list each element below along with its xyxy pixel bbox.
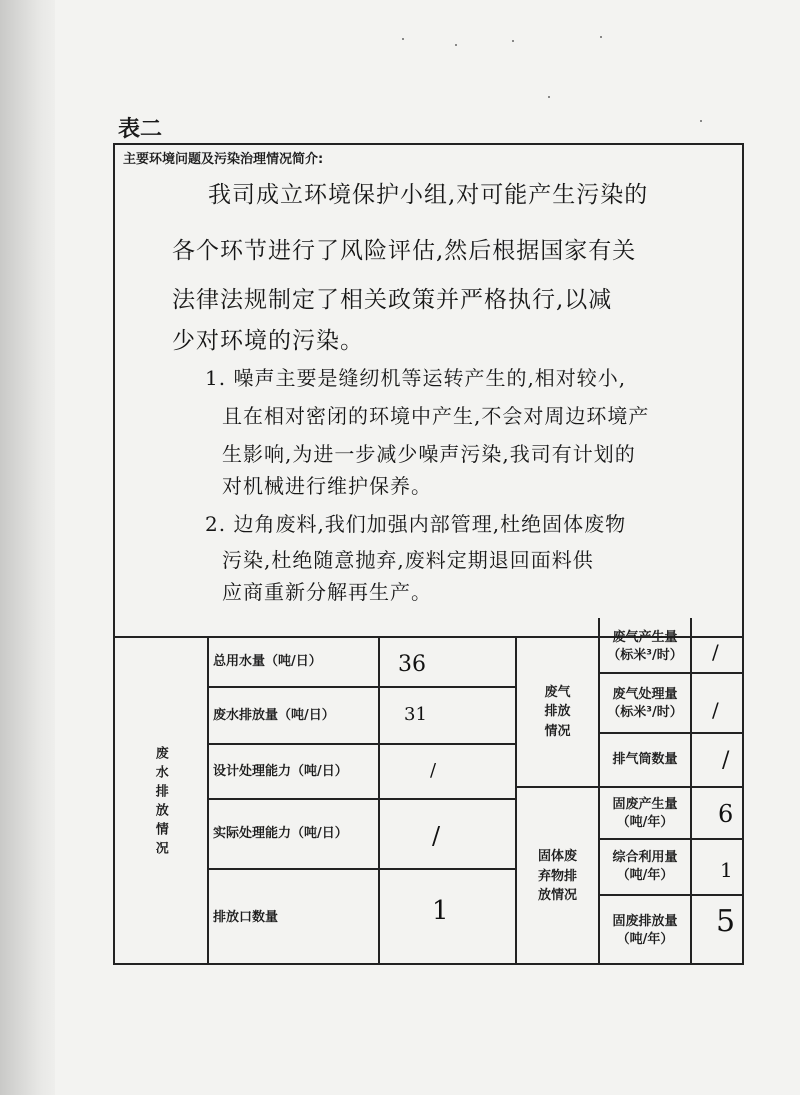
exhaust-treated-label — [602, 676, 688, 732]
design-capacity-label: 设计处理能力（吨/日） — [213, 763, 348, 779]
solid-generated-text: 固废产生量（吨/年） — [612, 797, 678, 830]
exhaust-section-label — [517, 638, 598, 786]
narrative-line: 2. 边角废料,我们加强内部管理,杜绝固体废物 — [205, 512, 627, 536]
solid-reused-label — [602, 840, 688, 894]
stack-count-label: 排气筒数量 — [612, 752, 678, 768]
intro-title: 主要环境问题及污染治理情况简介: — [123, 152, 324, 167]
narrative-line: 对机械进行维护保养。 — [222, 474, 432, 498]
exhaust-treated-text: 废气处理量（标米³/时） — [607, 687, 683, 720]
narrative-line: 各个环节进行了风险评估,然后根据国家有关 — [172, 238, 637, 264]
table-divider — [598, 672, 744, 674]
narrative-line: 污染,杜绝随意抛弃,废料定期退回面料供 — [222, 548, 594, 572]
exhaust-generated-text: 废气产生量（标米³/时） — [607, 630, 683, 663]
solid-discharged-text: 固废排放量（吨/年） — [612, 913, 678, 947]
scan-speck — [512, 40, 514, 42]
narrative-line: 生影响,为进一步减少噪声污染,我司有计划的 — [222, 442, 636, 466]
solid-waste-section-text: 固体废弃物排放情况 — [537, 849, 577, 904]
narrative-line: 法律法规制定了相关政策并严格执行,以减 — [172, 287, 613, 313]
wastewater-discharge-label: 废水排放量（吨/日） — [213, 707, 335, 723]
narrative-line: 应商重新分解再生产。 — [222, 580, 432, 604]
narrative-line: 我司成立环境保护小组,对可能产生污染的 — [208, 182, 649, 208]
stack-count-value: / — [722, 748, 730, 773]
solid-discharged-label — [602, 896, 688, 965]
actual-capacity-label: 实际处理能力（吨/日） — [213, 826, 348, 842]
exhaust-generated-value: / — [712, 640, 719, 664]
solid-waste-section-label — [517, 788, 598, 965]
narrative-line: 且在相对密闭的环境中产生,不会对周边环境产 — [222, 404, 650, 428]
solid-reused-text: 综合利用量（吨/年） — [612, 850, 678, 883]
solid-generated-label — [602, 790, 688, 838]
solid-reused-value: 1 — [720, 858, 733, 882]
scan-speck — [600, 36, 602, 38]
total-water-label: 总用水量（吨/日） — [213, 654, 322, 670]
outlet-count-label: 排放口数量 — [213, 909, 279, 925]
exhaust-section-text: 废气排放情况 — [544, 684, 571, 739]
narrative-line: 1. 噪声主要是缝纫机等运转产生的,相对较小, — [205, 366, 627, 390]
narrative-line: 少对环境的污染。 — [172, 328, 364, 354]
scan-speck — [455, 44, 457, 46]
total-water-value: 36 — [398, 652, 426, 677]
solid-generated-value: 6 — [718, 800, 734, 828]
outlet-count-value: 1 — [432, 896, 449, 926]
scan-speck — [402, 38, 404, 40]
exhaust-treated-value: / — [712, 698, 719, 722]
exhaust-generated-label — [602, 622, 688, 672]
table-label: 表二 — [118, 117, 163, 142]
scan-shadow — [0, 0, 60, 1095]
design-capacity-value: / — [430, 760, 437, 781]
table-divider — [690, 618, 692, 965]
wastewater-discharge-value: 31 — [404, 704, 427, 725]
wastewater-section-label: 废水排放情况 — [152, 745, 168, 860]
scan-speck — [700, 120, 702, 122]
actual-capacity-value: / — [432, 822, 441, 850]
solid-discharged-value: 5 — [716, 904, 736, 939]
scan-speck — [548, 96, 550, 98]
table-divider — [598, 618, 600, 965]
